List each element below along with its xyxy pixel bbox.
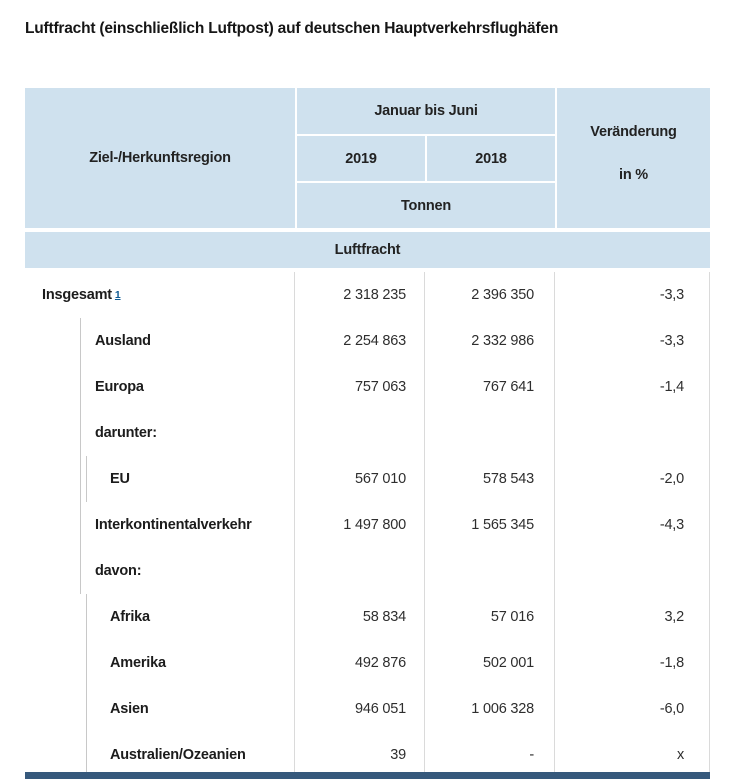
value-2019: 946 051	[295, 686, 425, 732]
section-header-luftfracht: Luftfracht	[25, 232, 710, 268]
table-row	[25, 502, 710, 548]
value-2019: 567 010	[295, 456, 425, 502]
change-header-line1: Veränderung	[590, 123, 677, 140]
row-label: Asien	[110, 701, 149, 717]
value-2018: 767 641	[425, 364, 555, 410]
value-2019: 757 063	[295, 364, 425, 410]
table-row	[25, 410, 710, 456]
column-header-period-group: Januar bis Juni	[297, 88, 555, 134]
change-value: -4,3	[555, 502, 710, 548]
row-label-cell	[25, 548, 295, 594]
row-label: darunter:	[95, 425, 157, 441]
table-row	[25, 364, 710, 410]
table-row	[25, 640, 710, 686]
value-2018	[425, 548, 555, 594]
column-header-2019: 2019	[297, 136, 425, 181]
change-value: -6,0	[555, 686, 710, 732]
row-label-cell	[25, 272, 295, 318]
row-label: EU	[110, 471, 130, 487]
change-value: x	[555, 732, 710, 778]
table-row	[25, 318, 710, 364]
next-section-band-cutoff	[25, 772, 710, 779]
row-label-cell	[25, 502, 295, 548]
column-header-2018: 2018	[427, 136, 555, 181]
page-title: Luftfracht (einschließlich Luftpost) auf deutschen Hauptverkehrsflughäfen	[25, 20, 559, 37]
row-label: davon:	[95, 563, 142, 579]
change-value: -3,3	[555, 272, 710, 318]
value-2019: 492 876	[295, 640, 425, 686]
value-2018: -	[425, 732, 555, 778]
row-label-cell	[25, 318, 295, 364]
row-label-cell	[25, 594, 295, 640]
column-header-change	[557, 88, 710, 228]
value-2018: 57 016	[425, 594, 555, 640]
row-label: Ausland	[95, 333, 151, 349]
table-row	[25, 548, 710, 594]
change-value: -1,4	[555, 364, 710, 410]
row-label-cell	[25, 640, 295, 686]
value-2019: 2 318 235	[295, 272, 425, 318]
change-header-line2: in %	[618, 166, 648, 183]
table-row	[25, 456, 710, 502]
value-2018: 1 006 328	[425, 686, 555, 732]
row-label-cell	[25, 686, 295, 732]
change-value: -2,0	[555, 456, 710, 502]
value-2019: 58 834	[295, 594, 425, 640]
row-label: Interkontinentalverkehr	[95, 517, 252, 533]
value-2019: 2 254 863	[295, 318, 425, 364]
change-value: 3,2	[555, 594, 710, 640]
row-label: Europa	[95, 379, 144, 395]
value-2018: 502 001	[425, 640, 555, 686]
table-header	[25, 88, 710, 228]
change-value: -3,3	[555, 318, 710, 364]
row-label: Insgesamt	[42, 287, 112, 303]
value-2019: 39	[295, 732, 425, 778]
footnote-link[interactable]: 1	[114, 288, 121, 301]
table-row	[25, 272, 710, 318]
change-value	[555, 410, 710, 456]
value-2018: 1 565 345	[425, 502, 555, 548]
value-2018: 578 543	[425, 456, 555, 502]
value-2018: 2 332 986	[425, 318, 555, 364]
value-2019	[295, 410, 425, 456]
value-2019: 1 497 800	[295, 502, 425, 548]
row-label-cell	[25, 364, 295, 410]
row-label-cell	[25, 410, 295, 456]
row-label-cell	[25, 456, 295, 502]
value-2018: 2 396 350	[425, 272, 555, 318]
row-label: Amerika	[110, 655, 166, 671]
value-2019	[295, 548, 425, 594]
change-value: -1,8	[555, 640, 710, 686]
table-row	[25, 686, 710, 732]
row-label: Australien/Ozeanien	[110, 747, 246, 763]
value-2018	[425, 410, 555, 456]
row-label: Afrika	[110, 609, 150, 625]
table-row	[25, 594, 710, 640]
table-body	[25, 272, 710, 778]
column-header-region: Ziel-/Herkunftsregion	[25, 88, 295, 228]
column-header-unit: Tonnen	[297, 183, 555, 228]
change-value	[555, 548, 710, 594]
